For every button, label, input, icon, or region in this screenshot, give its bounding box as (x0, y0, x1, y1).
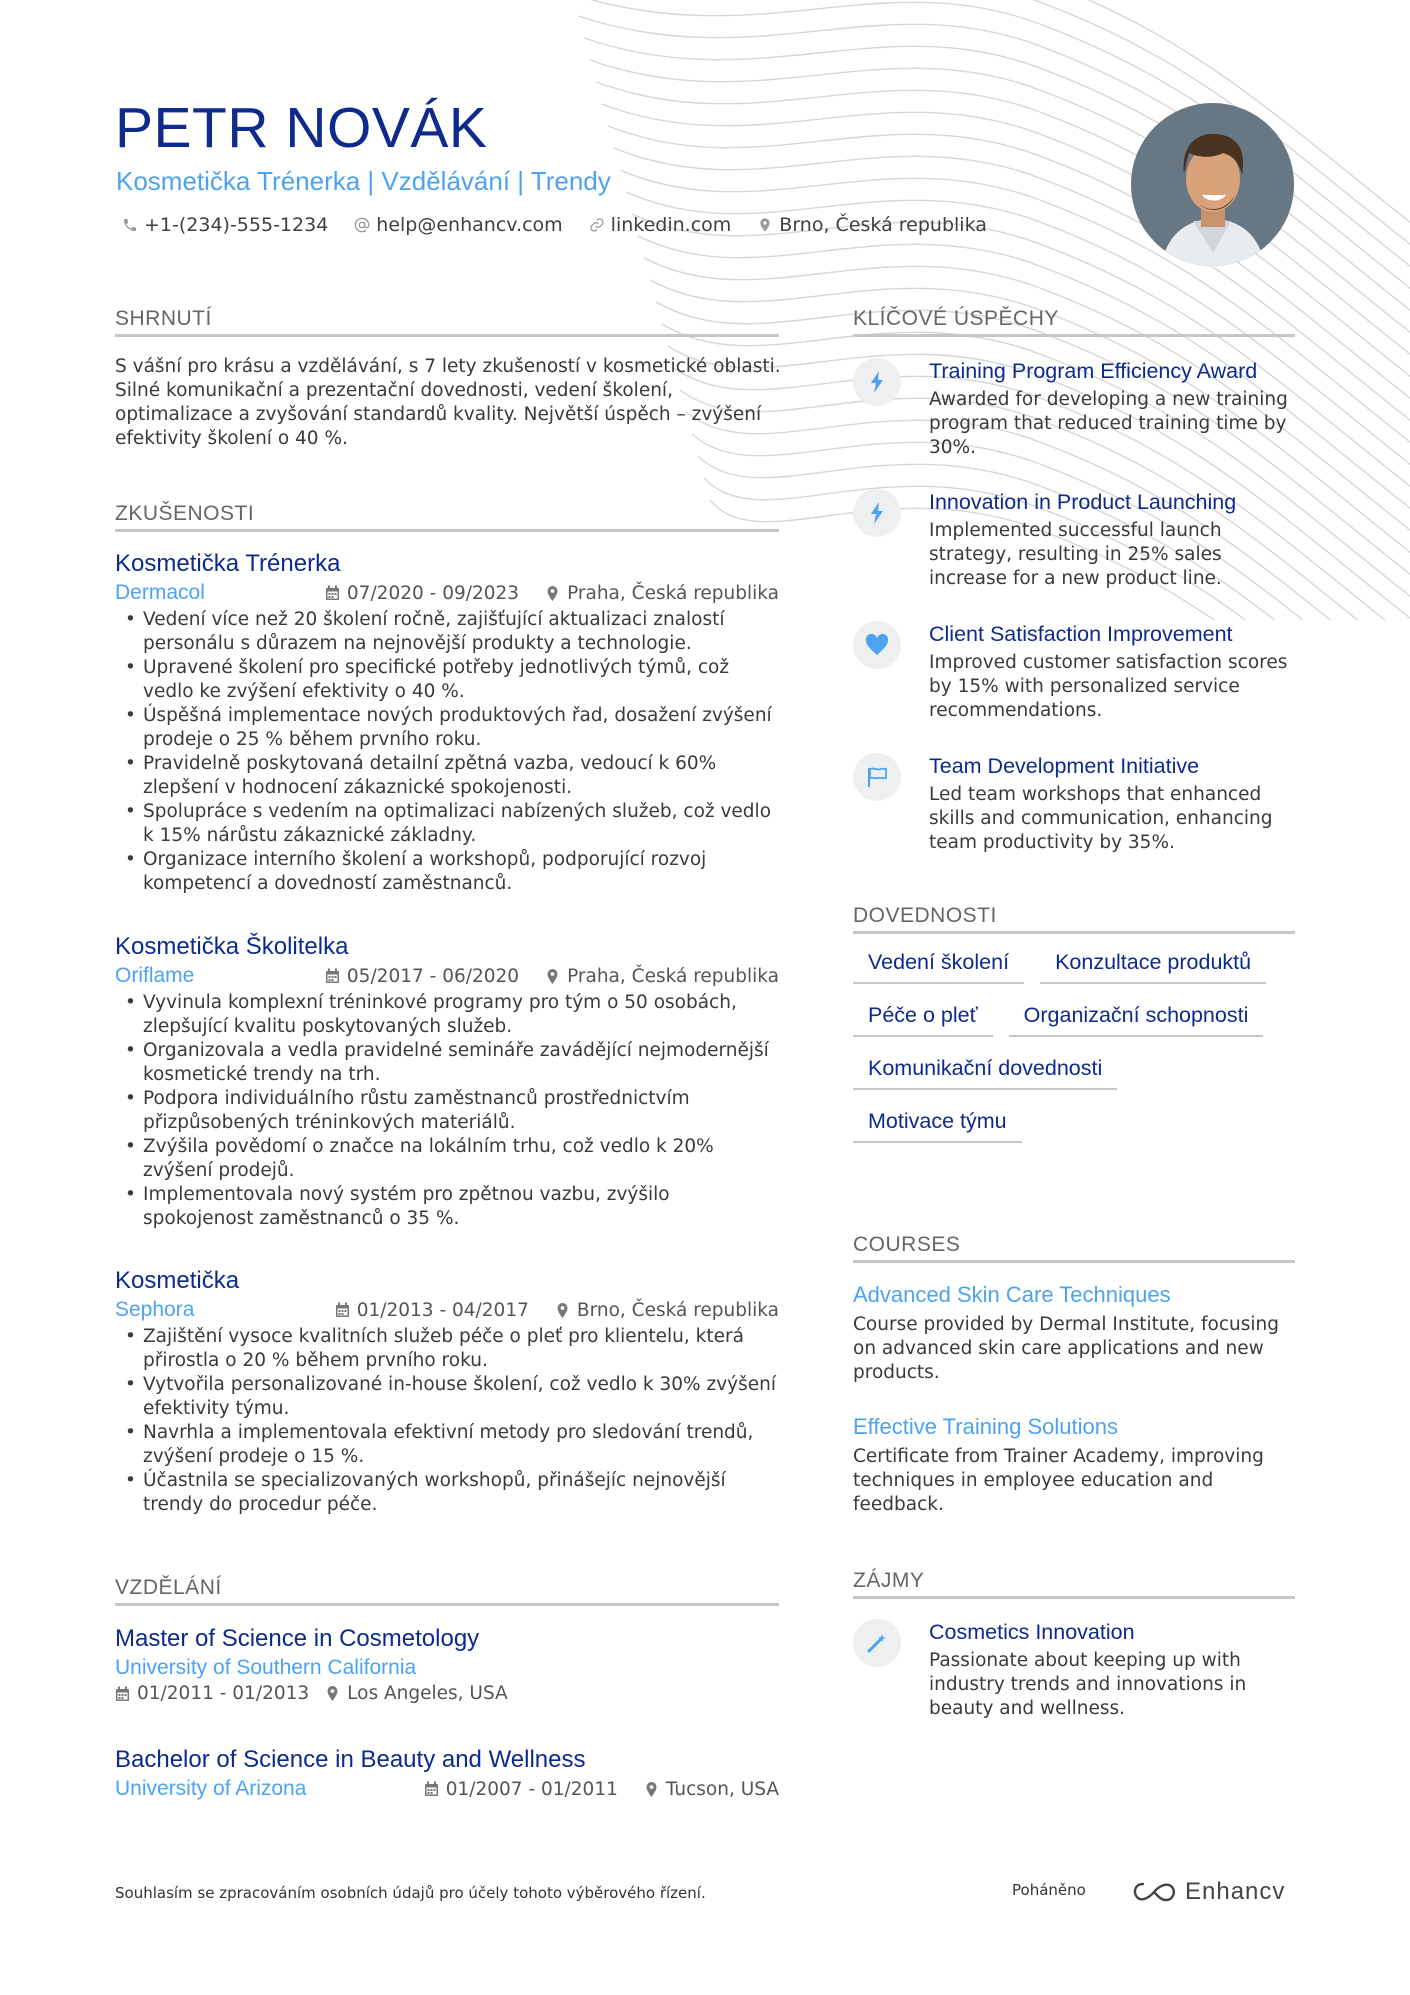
enhancv-logo-icon (1131, 1880, 1177, 1904)
education-meta (424, 1779, 779, 1800)
achievement-icon-circle (853, 358, 901, 406)
job-dates: 05/2017 - 06/2020 (346, 965, 520, 987)
job-dates: 07/2020 - 09/2023 (346, 582, 520, 604)
achievement-title: Client Satisfaction Improvement (929, 622, 1233, 646)
achievement-item (853, 358, 1293, 460)
job-location: Praha, Česká republika (567, 965, 779, 987)
achievement-title: Team Development Initiative (929, 754, 1200, 778)
job-bullet: • Úspěšná implementace nových produktových řad, dosažení zvýšení prodeje o 25 % během prvního roku. (143, 704, 779, 752)
job-title: Kosmetička (115, 1267, 240, 1294)
location-pin-icon (325, 1685, 340, 1702)
contact-linkedin[interactable] (589, 214, 732, 236)
education-dates: 01/2011 - 01/2013 (137, 1683, 310, 1704)
skill-tag: Konzultace produktů (1040, 950, 1266, 984)
courses-heading: COURSES (853, 1233, 1295, 1263)
linkedin-text: linkedin.com (610, 214, 732, 236)
job-meta-row (115, 964, 779, 988)
location-pin-icon (644, 1781, 659, 1798)
interest-item (853, 1619, 1293, 1721)
job-bullet: • Organizovala a vedla pravidelné semináře zavádějící nejmodernější kosmetické trendy na trh. (143, 1039, 779, 1087)
education-heading: VZDĚLÁNÍ (115, 1576, 779, 1606)
heart-icon (865, 634, 889, 656)
job-bullet: • Spolupráce s vedením na optimalizaci nabízených služeb, což vedlo k 15% nárůstu zákaznické základny. (143, 800, 779, 848)
at-icon (354, 217, 370, 233)
phone-icon (122, 217, 138, 233)
achievement-item (853, 489, 1293, 591)
achievement-desc: Implemented successful launch strategy, resulting in 25% sales increase for a new product line. (929, 520, 1222, 589)
calendar-icon (335, 1302, 350, 1318)
job-meta (325, 966, 779, 987)
course-item (853, 1281, 1293, 1385)
experience-heading: ZKUŠENOSTI (115, 502, 779, 532)
skills-list (853, 950, 1293, 1162)
achievement-desc: Awarded for developing a new training program that reduced training time by 30%. (929, 389, 1288, 458)
degree-title: Master of Science in Cosmetology (115, 1625, 480, 1652)
job-meta-row (115, 581, 779, 605)
calendar-icon (424, 1781, 439, 1797)
achievement-title: Innovation in Product Launching (929, 490, 1237, 514)
job-bullet: • Zvýšila povědomí o značce na lokálním trhu, což vedlo k 20% zvýšení prodejů. (143, 1135, 779, 1183)
achievements-heading: KLÍČOVÉ ÚSPĚCHY (853, 307, 1295, 337)
experience-entry (115, 1266, 779, 1517)
location-pin-icon (757, 217, 773, 233)
powered-by-label: Poháněno (1012, 1881, 1086, 1899)
skill-tag: Vedení školení (853, 950, 1024, 984)
contact-location (757, 214, 987, 236)
company-name: Sephora (115, 1298, 195, 1321)
calendar-icon (325, 585, 340, 601)
achievement-icon-circle (853, 753, 901, 801)
job-bullet: • Upravené školení pro specifické potřeby jednotlivých týmů, což vedlo ke zvýšení efektivity o 40 %. (143, 656, 779, 704)
achievement-icon-circle (853, 621, 901, 669)
course-desc: Course provided by Dermal Institute, focusing on advanced skin care applications and new products. (853, 1314, 1279, 1383)
interest-title: Cosmetics Innovation (929, 1620, 1135, 1644)
education-meta (115, 1683, 779, 1704)
phone-text: +1-(234)-555-1234 (144, 214, 329, 236)
magic-wand-icon (866, 1632, 888, 1654)
course-title: Effective Training Solutions (853, 1414, 1118, 1439)
job-bullets (115, 608, 779, 896)
contact-email[interactable] (354, 214, 562, 236)
lightning-icon (870, 502, 884, 524)
calendar-icon (115, 1686, 130, 1702)
job-location: Praha, Česká republika (567, 582, 779, 604)
job-bullet: • Podpora individuálního růstu zaměstnanců prostřednictvím přizpůsobených tréninkových materiálů. (143, 1087, 779, 1135)
location-pin-icon (545, 585, 560, 602)
skill-tag: Organizační schopnosti (1009, 1003, 1264, 1037)
company-name: Oriflame (115, 964, 195, 987)
email-text: help@enhancv.com (376, 214, 563, 236)
job-meta-row (115, 1298, 779, 1322)
contact-row (122, 214, 1013, 236)
candidate-tagline: Kosmetička Trénerka | Vzdělávání | Trendy (116, 166, 611, 196)
interests-heading: ZÁJMY (853, 1569, 1295, 1599)
job-meta (325, 583, 779, 604)
job-dates: 01/2013 - 04/2017 (356, 1299, 529, 1321)
school-name: University of Arizona (115, 1777, 307, 1800)
summary-heading: SHRNUTÍ (115, 307, 779, 337)
location-pin-icon (555, 1302, 570, 1319)
skill-tag: Komunikační dovednosti (853, 1056, 1117, 1090)
experience-entry (115, 932, 779, 1231)
calendar-icon (325, 968, 340, 984)
course-item (853, 1413, 1293, 1517)
education-entry (115, 1745, 779, 1801)
location-pin-icon (545, 968, 560, 985)
job-location: Brno, Česká republika (576, 1299, 779, 1321)
skill-tag: Péče o pleť (853, 1003, 993, 1037)
job-bullet: • Organizace interního školení a workshopů, podporující rozvoj kompetencí a dovedností zaměstnanců. (143, 848, 779, 896)
contact-phone[interactable] (122, 214, 328, 236)
achievement-item (853, 753, 1293, 855)
job-bullet: • Pravidelně poskytovaná detailní zpětná vazba, vedoucí k 60% zlepšení v hodnocení zákaznické spokojenosti. (143, 752, 779, 800)
school-name: University of Southern California (115, 1656, 417, 1679)
wave-line (602, 104, 1410, 384)
course-title: Advanced Skin Care Techniques (853, 1282, 1171, 1307)
interest-desc: Passionate about keeping up with industry trends and innovations in beauty and wellness. (929, 1650, 1247, 1719)
interest-icon-circle (853, 1619, 901, 1667)
job-bullet: • Navrhla a implementovala efektivní metody pro sledování trendů, zvýšení prodeje o 15 %. (143, 1421, 779, 1469)
degree-title: Bachelor of Science in Beauty and Wellness (115, 1746, 586, 1773)
course-desc: Certificate from Trainer Academy, improving techniques in employee education and feedback. (853, 1446, 1264, 1515)
job-bullets (115, 1325, 779, 1517)
achievement-item (853, 621, 1293, 723)
job-bullet: • Vytvořila personalizované in-house školení, což vedlo k 30% zvýšení efektivity týmu. (143, 1373, 779, 1421)
education-location: Tucson, USA (665, 1778, 779, 1800)
education-meta-row (115, 1777, 779, 1801)
job-bullets (115, 991, 779, 1231)
job-title: Kosmetička Školitelka (115, 933, 349, 960)
flag-icon (866, 766, 888, 788)
job-meta (335, 1300, 779, 1321)
lightning-icon (870, 371, 884, 393)
consent-text: Souhlasím se zpracováním osobních údajů pro účely tohoto výběrového řízení. (115, 1884, 706, 1902)
education-location: Los Angeles, USA (347, 1683, 508, 1704)
achievement-desc: Improved customer satisfaction scores by 15% with personalized service recommendations. (929, 652, 1288, 721)
job-bullet: • Vyvinula komplexní tréninkové programy pro tým o 50 osobách, zlepšující kvalitu poskytovaných služeb. (143, 991, 779, 1039)
job-bullet: • Implementovala nový systém pro zpětnou vazbu, zvýšilo spokojenost zaměstnanců o 35 %. (143, 1183, 779, 1231)
education-dates: 01/2007 - 01/2011 (445, 1778, 618, 1800)
location-text: Brno, Česká republika (779, 214, 987, 236)
enhancv-brand-text: Enhancv (1185, 1878, 1286, 1905)
achievement-desc: Led team workshops that enhanced skills and communication, enhancing team productivity by 35%. (929, 784, 1273, 853)
achievement-icon-circle (853, 489, 901, 537)
summary-text: S vášní pro krásu a vzdělávání, s 7 lety zkušeností v kosmetické oblasti. Silné komunikační a prezentační dovednosti, vedení školení, optimalizace a zvyšování standardů kvality. Největší úspěch – zvýšení efektivity školení o 40 %. (115, 356, 781, 449)
skills-heading: DOVEDNOSTI (853, 904, 1295, 934)
job-title: Kosmetička Trénerka (115, 550, 341, 577)
candidate-name: PETR NOVÁK (115, 96, 488, 160)
job-bullet: • Zajištění vysoce kvalitních služeb péče o pleť pro klientelu, která přirostla o 20 % během prvního roku. (143, 1325, 779, 1373)
enhancv-logo[interactable] (1131, 1878, 1285, 1906)
link-icon (589, 217, 605, 233)
avatar (1131, 103, 1294, 266)
job-bullet: • Účastnila se specializovaných workshopů, přinášejíc nejnovější trendy do procedur péče. (143, 1469, 779, 1517)
company-name: Dermacol (115, 581, 205, 604)
skill-tag: Motivace týmu (853, 1109, 1022, 1143)
achievement-title: Training Program Efficiency Award (929, 359, 1258, 383)
job-bullet: • Vedení více než 20 školení ročně, zajišťující aktualizaci znalostí personálu s důrazem na nejnovější produkty a technologie. (143, 608, 779, 656)
experience-entry (115, 549, 779, 896)
education-entry (115, 1624, 779, 1704)
